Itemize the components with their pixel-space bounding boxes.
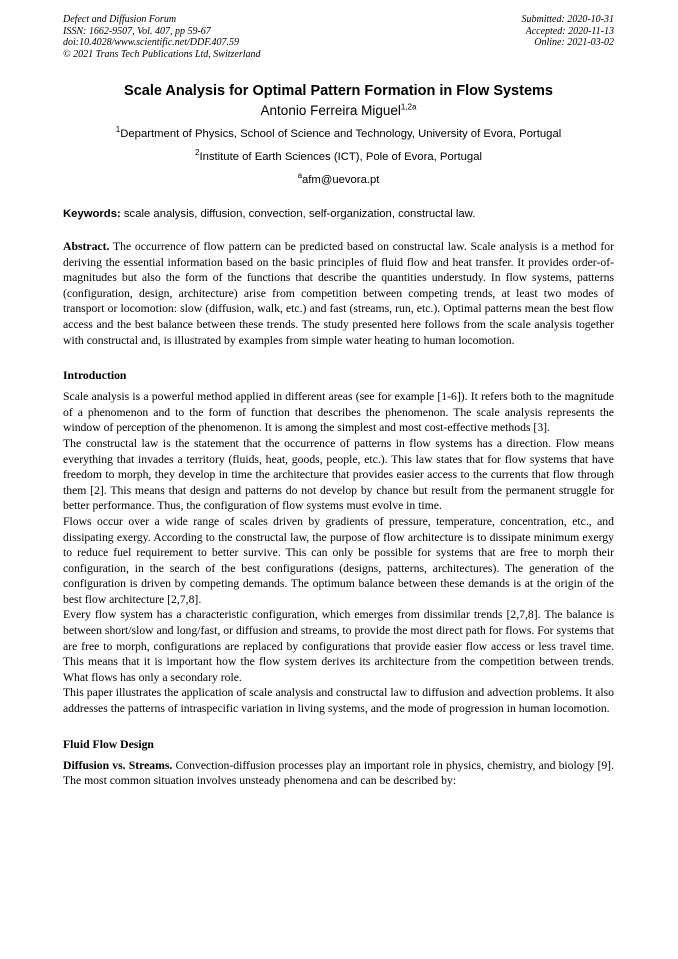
keywords-label: Keywords: — [63, 208, 121, 220]
intro-paragraph: The constructal law is the statement that the occurrence of patterns in flow systems has a direction. Flow means everything that invades a territory (fluids, heat, goods, people, etc.). This law states that for flow systems that have freedom to morph, they develop in time the architecture that provides easier access to the currents that flow through them [2]. This means that design and patterns do not develop by chance but result from the permanent struggle for better performance. Thus, the configuration of flow systems must evolve in time. — [63, 436, 614, 513]
intro-paragraph: This paper illustrates the application of scale analysis and constructal law to diffusion and advection problems. It also addresses the patterns of intraspecific variation in living systems, and the mode of progression in human locomotion. — [63, 686, 614, 716]
paper-page — [63, 14, 614, 789]
abstract-label: Abstract. — [63, 240, 110, 253]
author-name: Antonio Ferreira Miguel — [260, 103, 401, 118]
online-date: Online: 2021-03-02 — [534, 37, 614, 48]
author-email — [63, 173, 614, 187]
section-heading-introduction: Introduction — [63, 369, 127, 383]
subsection-label: Diffusion vs. Streams. — [63, 758, 173, 772]
intro-paragraph: Scale analysis is a powerful method applied in different areas (see for example [1-6]). It refers both to the magnitude of a phenomenon and to the form of function that describes the phenomenon. The scale analysis represents the window of perception of the phenomenon. It is among the simplest and most cost-effective methods [3]. — [63, 390, 614, 435]
section-heading-fluid-flow-design: Fluid Flow Design — [63, 737, 154, 751]
keywords-text: scale analysis, diffusion, convection, self-organization, constructal law. — [120, 208, 476, 220]
affiliation-mark: 2 — [194, 148, 200, 158]
journal-name: Defect and Diffusion Forum — [63, 14, 177, 25]
author-line — [63, 102, 614, 119]
submitted-date: Submitted: 2020-10-31 — [521, 14, 614, 25]
paper-title: Scale Analysis for Optimal Pattern Formation in Flow Systems — [124, 83, 553, 99]
abstract-paragraph — [63, 239, 614, 348]
email-text: afm@uevora.pt — [302, 174, 380, 186]
doi-line: doi:10.4028/www.scientific.net/DDF.407.59 — [63, 37, 240, 48]
subsection-text: Convection-diffusion processes play an important role in physics, chemistry, and biology [9]. The most common situation involves unsteady phenomena and can be described by: — [63, 758, 614, 788]
publication-info — [63, 14, 261, 60]
affiliation-mark: 1 — [115, 125, 121, 135]
dates-info — [522, 14, 615, 49]
copyright-line: © 2021 Trans Tech Publications Ltd, Switzerland — [63, 48, 261, 60]
affiliation-1 — [63, 127, 614, 141]
accepted-date: Accepted: 2020-11-13 — [525, 25, 614, 37]
issn-line: ISSN: 1662-9507, Vol. 407, pp 59-67 — [63, 25, 211, 37]
affiliation-2 — [63, 150, 614, 164]
fluid-flow-paragraph — [63, 758, 614, 789]
author-affiliation-marks: 1,2a — [400, 102, 417, 112]
affiliation-text: Institute of Earth Sciences (ICT), Pole of Evora, Portugal — [199, 151, 482, 163]
journal-header — [63, 14, 614, 66]
intro-paragraph: Flows occur over a wide range of scales driven by gradients of pressure, temperature, concentration, etc., and dissipating exergy. According to the constructal law, the purpose of flow architecture is to dissipate minimum exergy to reduce fuel requirement to better survive. This can only be possible for systems that are free to morph their configuration, in the search of the best configurations (designs, patterns, architectures). The generation of the configuration is driven by competing demands. The optimum balance between these demands is at the origin of the best flow architecture [2,7,8]. — [63, 514, 614, 606]
affiliation-mark: a — [297, 171, 303, 181]
abstract-text: The occurrence of flow pattern can be predicted based on constructal law. Scale analysis is a method for deriving the essential information based on the basic principles of fluid flow and heat transfer. It provides order-of-magnitudes but also the form of the functions that describe the quantities understudy. In flow systems, patterns (configuration, design, architecture) arise from competition between competing trends, at least two modes of transport or locomotion: slow (diffusion, walk, etc.) and fast (streams, run, etc.). Optimal patterns mean the best flow access and the best balance between these trends. The study presented here follows from the scale analysis together with constructal and, is illustrated by examples from simple water heating to human locomotion. — [63, 240, 614, 347]
keywords-line — [63, 207, 614, 221]
intro-paragraph: Every flow system has a characteristic configuration, which emerges from dissimilar trends [2,7,8]. The balance is between short/slow and long/fast, or diffusion and streams, to provide the most direct path for flows. For systems that are free to morph, configurations are replaced by configurations that provide easier flow access or less travel time. This means that it is important how the flow system derives its architecture from the competition between trends. What flows has only a secondary role. — [63, 608, 614, 684]
affiliation-text: Department of Physics, School of Science and Technology, University of Evora, Portugal — [120, 128, 562, 140]
